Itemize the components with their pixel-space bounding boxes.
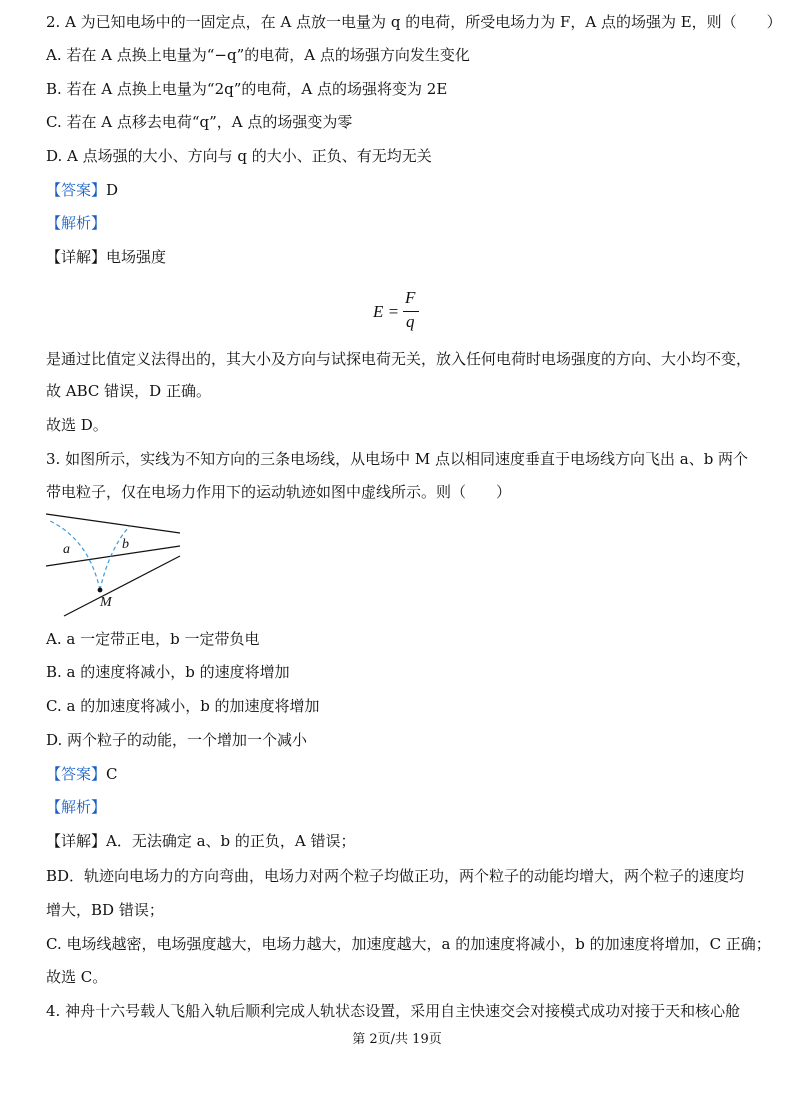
q3-detail-row bbox=[46, 831, 758, 851]
page-footer: 第 2页/共 19页 bbox=[352, 1032, 442, 1047]
q2-stem: 2. A 为已知电场中的一固定点，在 A 点放一电量为 q 的电荷，所受电场力为 F，A 点的场强为 E，则（ ） bbox=[46, 13, 782, 31]
q3-option-b: B. a 的速度将减小，b 的速度将增加 bbox=[46, 663, 290, 681]
q2-explain-2: 故 ABC 错误，D 正确。 bbox=[46, 382, 211, 400]
field-strength-equation bbox=[373, 288, 433, 334]
q4-stem: 4. 神舟十六号载人飞船入轨后顺利完成人轨状态设置，采用自主快速交会对接模式成功对接于天和核心舱 bbox=[46, 1002, 741, 1020]
q3-conclusion: 故选 C。 bbox=[46, 968, 108, 986]
q2-option-a: A. 若在 A 点换上电量为“−q”的电荷，A 点的场强方向发生变化 bbox=[46, 46, 470, 64]
field-line-bottom bbox=[64, 556, 180, 616]
label-a: a bbox=[63, 542, 70, 557]
q3-stem-2: 带电粒子，仅在电场力作用下的运动轨迹如图中虚线所示。则（ ） bbox=[46, 483, 512, 501]
eq-lhs: E = bbox=[373, 302, 400, 321]
q3-detail: A．无法确定 a、b 的正负，A 错误； bbox=[106, 832, 356, 850]
analysis-tag: 【解析】 bbox=[46, 798, 107, 816]
q2-conclusion: 故选 D。 bbox=[46, 416, 108, 434]
point-m bbox=[98, 588, 103, 593]
answer-tag: 【答案】 bbox=[46, 765, 107, 783]
q3-c-1: C. 电场线越密，电场强度越大，电场力越大，加速度越大，a 的加速度将减小，b 的加速度将增加，C 正确； bbox=[46, 935, 771, 953]
eq-denominator: q bbox=[406, 312, 415, 331]
trajectory-a bbox=[48, 520, 100, 590]
q2-detail: 电场强度 bbox=[106, 248, 167, 266]
q2-option-b: B. 若在 A 点换上电量为“2q”的电荷，A 点的场强将变为 2E bbox=[46, 80, 448, 98]
detail-tag: 【详解】 bbox=[46, 248, 107, 266]
q2-answer: D bbox=[106, 181, 119, 199]
field-line-top bbox=[46, 514, 180, 533]
trajectory-b bbox=[100, 526, 130, 590]
q2-answer-row bbox=[46, 180, 758, 200]
q3-stem-1: 3. 如图所示，实线为不知方向的三条电场线，从电场中 M 点以相同速度垂直于电场线方向飞出 a、b 两个 bbox=[46, 450, 749, 468]
q3-bd-2: 增大，BD 错误； bbox=[46, 901, 164, 919]
q3-bd-1: BD．轨迹向电场力的方向弯曲，电场力对两个粒子均做正功，两个粒子的动能均增大，两个粒子的速度均 bbox=[46, 867, 745, 885]
q2-explain-1: 是通过比值定义法得出的，其大小及方向与试探电荷无关，放入任何电荷时电场强度的方向、大小均不变， bbox=[46, 350, 752, 368]
q2-option-d: D. A 点场强的大小、方向与 q 的大小、正负、有无均无关 bbox=[46, 147, 432, 165]
label-b: b bbox=[122, 537, 129, 552]
q3-option-d: D. 两个粒子的动能，一个增加一个减小 bbox=[46, 731, 308, 749]
q3-answer-row bbox=[46, 764, 758, 784]
detail-tag: 【详解】 bbox=[46, 832, 107, 850]
q3-option-a: A. a 一定带正电，b 一定带负电 bbox=[46, 630, 260, 648]
eq-numerator: F bbox=[405, 288, 416, 307]
q3-answer: C bbox=[106, 765, 118, 783]
label-m: M bbox=[100, 595, 112, 610]
q3-option-c: C. a 的加速度将减小，b 的加速度将增加 bbox=[46, 697, 320, 715]
q2-option-c: C. 若在 A 点移去电荷“q”，A 点的场强变为零 bbox=[46, 113, 353, 131]
answer-tag: 【答案】 bbox=[46, 181, 107, 199]
q2-analysis-row bbox=[46, 213, 758, 233]
field-lines-figure bbox=[44, 510, 184, 620]
q3-analysis-row bbox=[46, 797, 758, 817]
analysis-tag: 【解析】 bbox=[46, 214, 107, 232]
q2-detail-row bbox=[46, 247, 758, 267]
